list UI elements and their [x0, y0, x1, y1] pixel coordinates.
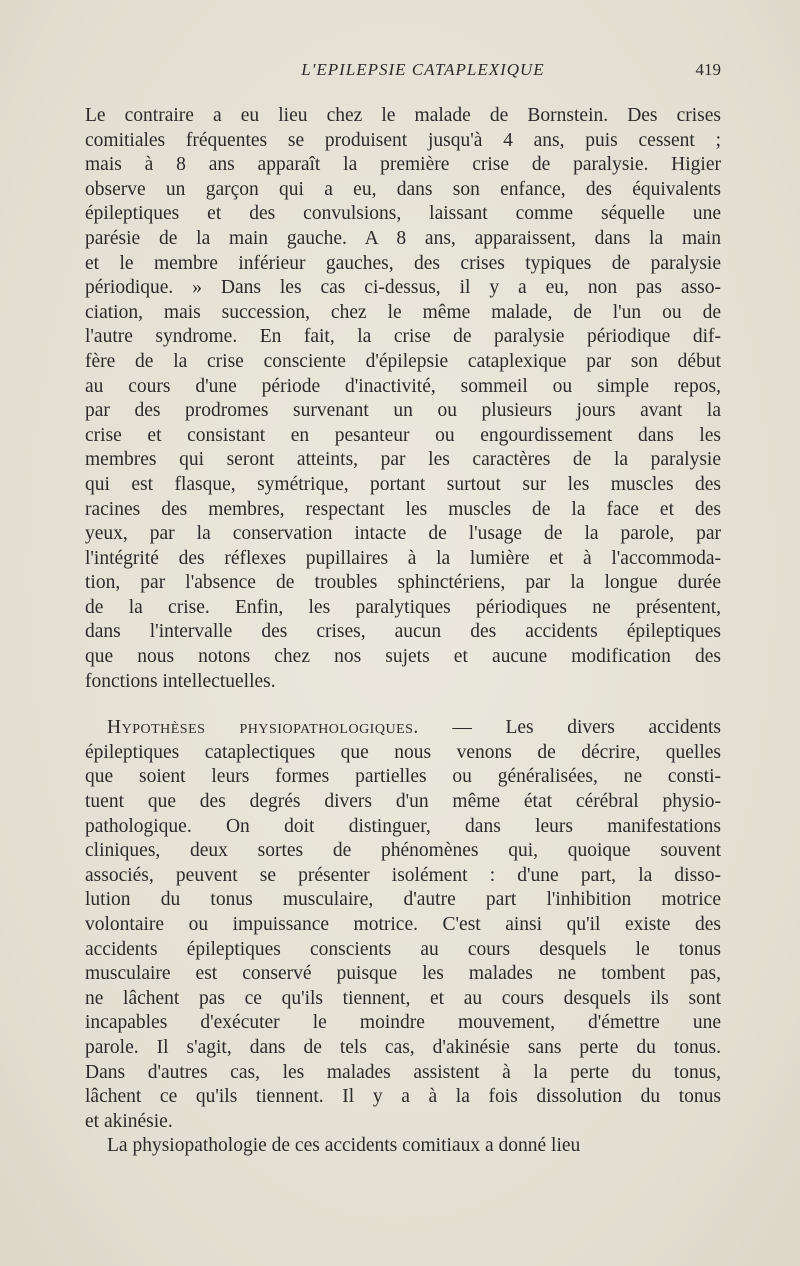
running-head: [85, 60, 721, 90]
text-line: l'autre syndrome. En fait, la crise de paralysie périodique dif-: [85, 326, 721, 348]
text-line: comitiales fréquentes se produisent jusqu'à 4 ans, puis cessent ;: [85, 129, 721, 151]
text-line: que nous notons chez nos sujets et aucune modification des: [85, 646, 721, 668]
text-line: ne lâchent pas ce qu'ils tiennent, et au cours desquels ils sont: [85, 987, 721, 1009]
running-title: L'EPILEPSIE CATAPLEXIQUE: [301, 60, 545, 79]
paragraph-gap: [85, 694, 721, 716]
page-number: 419: [695, 60, 721, 79]
paragraph-2: [85, 716, 721, 1134]
text-line: Dans d'autres cas, les malades assistent à la perte du tonus,: [85, 1061, 721, 1083]
text-line: Le contraire a eu lieu chez le malade de Bornstein. Des crises: [85, 105, 721, 126]
text-line: racines des membres, respectant les muscles de la face et des: [85, 498, 721, 520]
text-line: fonctions intellectuelles.: [85, 670, 276, 692]
text-line: associés, peuvent se présenter isolément : d'une part, la disso-: [85, 864, 721, 886]
text-line: épileptiques et des convulsions, laissant comme séquelle une: [85, 203, 721, 225]
text-line: musculaire est conservé puisque les malades ne tombent pas,: [85, 963, 721, 985]
text-line: pathologique. On doit distinguer, dans leurs manifestations: [85, 815, 721, 837]
text-line: volontaire ou impuissance motrice. C'est ainsi qu'il existe des: [85, 914, 721, 935]
text-line: yeux, par la conservation intacte de l'usage de la parole, par: [85, 523, 721, 545]
text-line: de la crise. Enfin, les paralytiques périodiques ne présentent,: [85, 596, 721, 618]
text-line: ciation, mais succession, chez le même malade, de l'un ou de: [85, 301, 721, 323]
text-line: par des prodromes survenant un ou plusieurs jours avant la: [85, 400, 721, 422]
text-line: observe un garçon qui a eu, dans son enfance, des équivalents: [85, 178, 721, 200]
text-line: et le membre inférieur gauches, des crises typiques de paralysie: [85, 252, 721, 274]
heading-continuation: — Les divers accidents: [418, 717, 721, 739]
text-line: fère de la crise consciente d'épilepsie cataplexique par son début: [85, 350, 721, 372]
text-line: parole. Il s'agit, dans de tels cas, d'akinésie sans perte du tonus.: [85, 1036, 721, 1058]
text-line: cliniques, deux sortes de phénomènes qui, quoique souvent: [85, 840, 721, 862]
section-heading: Hypothèses physiopathologiques.: [107, 717, 419, 739]
text-line: mais à 8 ans apparaît la première crise de paralysie. Higier: [85, 154, 721, 176]
text-line: et akinésie.: [85, 1110, 173, 1132]
text-line: dans l'intervalle des crises, aucun des accidents épileptiques: [85, 621, 721, 643]
text-line: périodique. » Dans les cas ci-dessus, il y a eu, non pas asso-: [85, 277, 721, 299]
text-line: lution du tonus musculaire, d'autre part l'inhibition motrice: [85, 889, 721, 911]
paragraph-1: [85, 104, 721, 694]
text-line: accidents épileptiques conscients au cours desquels le tonus: [85, 938, 721, 960]
text-line: lâchent ce qu'ils tiennent. Il y a à la fois dissolution du tonus: [85, 1086, 721, 1108]
paragraph-3: [85, 1134, 721, 1159]
text-line: crise et consistant en pesanteur ou engourdissement dans les: [85, 424, 721, 446]
text-line: La physiopathologie de ces accidents comitiaux a donné lieu: [107, 1135, 581, 1157]
text-line: que soient leurs formes partielles ou généralisées, ne consti-: [85, 766, 721, 788]
text-line: membres qui seront atteints, par les caractères de la paralysie: [85, 449, 721, 471]
section-heading-line: [85, 716, 721, 741]
text-line: l'intégrité des réflexes pupillaires à la lumière et à l'accommoda-: [85, 547, 721, 569]
text-line: tion, par l'absence de troubles sphinctériens, par la longue durée: [85, 572, 721, 594]
text-line: parésie de la main gauche. A 8 ans, apparaissent, dans la main: [85, 227, 721, 249]
text-line: tuent que des degrés divers d'un même état cérébral physio-: [85, 791, 721, 813]
text-line: au cours d'une période d'inactivité, sommeil ou simple repos,: [85, 375, 721, 397]
body-text: [85, 104, 721, 1159]
text-line: incapables d'exécuter le moindre mouvement, d'émettre une: [85, 1012, 721, 1034]
text-line: épileptiques cataplectiques que nous venons de décrire, quelles: [85, 741, 721, 763]
text-line: qui est flasque, symétrique, portant surtout sur les muscles des: [85, 473, 721, 495]
